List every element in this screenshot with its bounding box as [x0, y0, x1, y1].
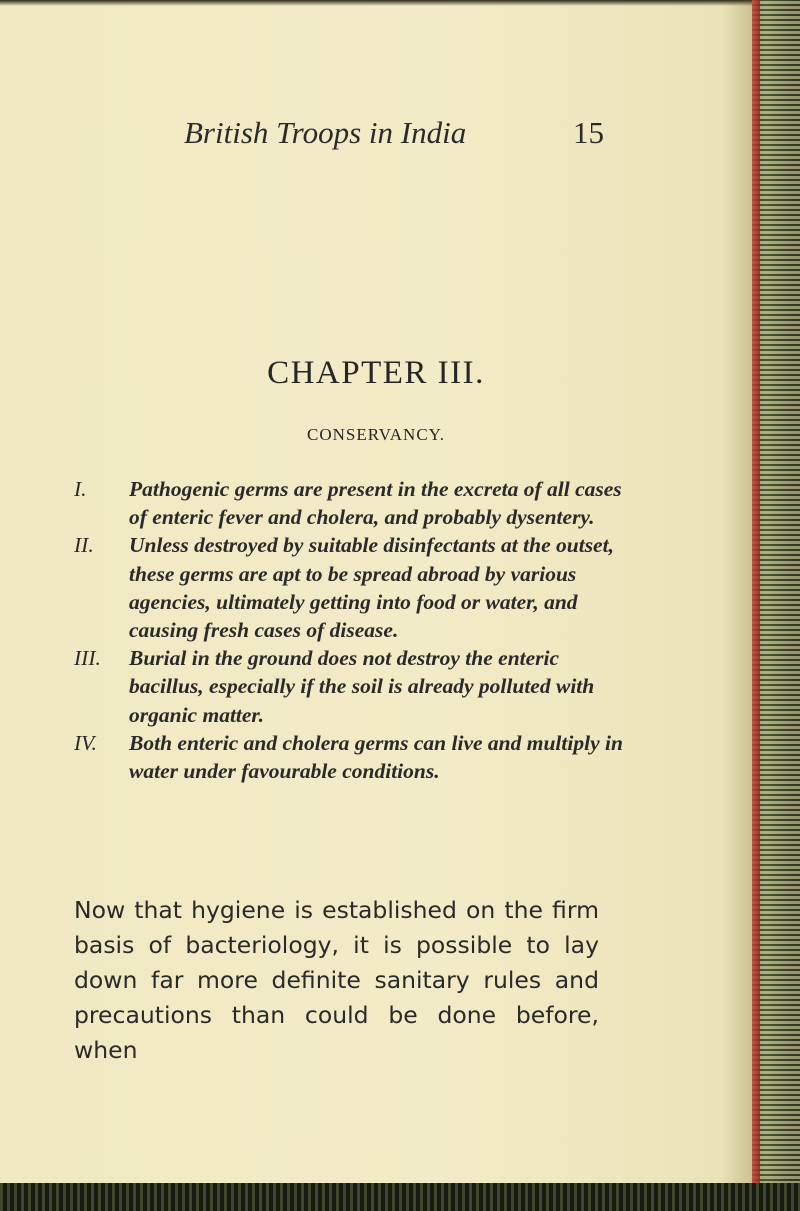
point-item [74, 729, 634, 785]
book-red-edge [752, 0, 760, 1211]
point-text: Both enteric and cholera germs can live and multiply in water under favourable conditions. [129, 730, 623, 784]
book-bottom-edge [0, 1183, 800, 1211]
point-text: Unless destroyed by suitable disinfectants at the outset, these germs are apt to be spread abroad by various agencies, ultimately getting into food or water, and causing fresh cases of disease. [129, 533, 614, 643]
point-numeral: III. [74, 646, 101, 671]
page-number: 15 [573, 115, 604, 150]
body-paragraph: Now that hygiene is established on the firm basis of bacteriology, it is possible to lay down far more definite sanitary rules and precautions than could be done before, when [74, 896, 599, 1064]
page-gutter-shadow [722, 0, 752, 1211]
numbered-points [74, 475, 634, 785]
point-item [74, 475, 634, 531]
running-head [184, 115, 604, 151]
point-numeral: I. [74, 477, 87, 501]
point-text: Pathogenic germs are present in the excreta of all cases of enteric fever and cholera, and probably dysentery. [129, 477, 622, 530]
chapter-heading: CHAPTER III. [267, 355, 485, 391]
point-numeral: II. [74, 533, 94, 558]
page-top-edge [0, 0, 800, 6]
point-item [74, 531, 634, 644]
point-numeral: IV. [74, 730, 97, 755]
running-title: British Troops in India [184, 115, 467, 150]
point-text: Burial in the ground does not destroy the enteric bacillus, especially if the soil is already polluted with organic matter. [129, 646, 595, 727]
section-title: CONSERVANCY. [306, 425, 446, 444]
point-item [74, 644, 634, 729]
